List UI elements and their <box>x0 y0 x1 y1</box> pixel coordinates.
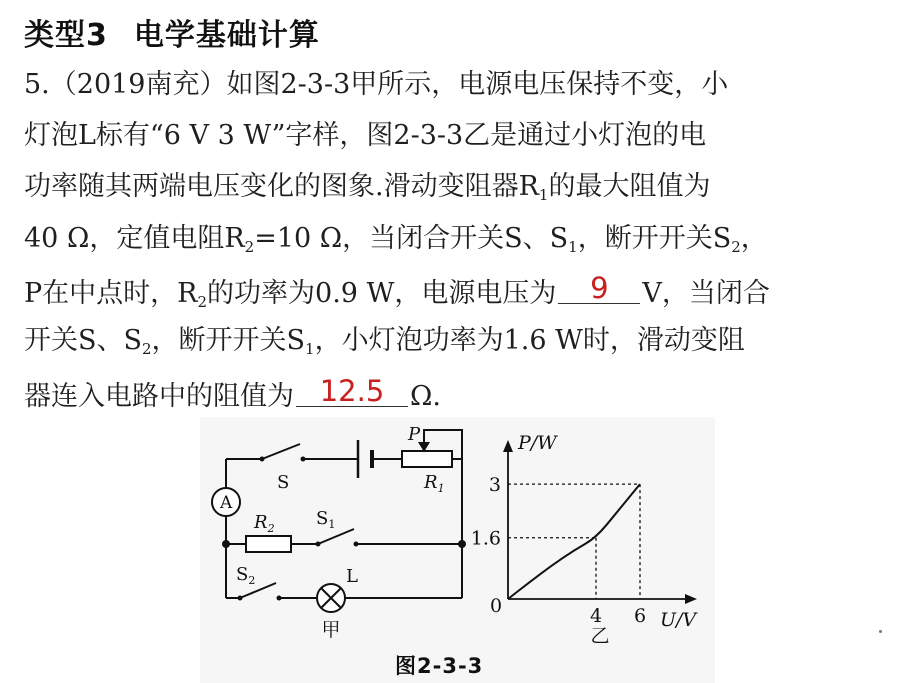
y-tick-label: 3 <box>488 474 501 497</box>
subscript: 1 <box>305 340 315 358</box>
subscript: 2 <box>731 238 741 256</box>
label-switch-s1: $S_1$ <box>316 508 336 531</box>
answer-voltage: 9 <box>590 271 609 305</box>
label-resistor-r2: $R_2$ <box>254 512 275 535</box>
section-type-label: 类型3 <box>24 18 108 53</box>
rheostat-r1-body <box>402 451 452 467</box>
junction-dot <box>458 540 466 548</box>
figure-caption: 图2-3-3 <box>395 654 484 678</box>
label-ammeter: A <box>220 493 233 513</box>
x-tick-label: 4 <box>589 605 603 627</box>
switch-s2-blade <box>240 583 276 598</box>
problem-text: 40 Ω，定值电阻R <box>24 223 245 254</box>
x-tick-label: 6 <box>633 605 647 627</box>
label-graph-yi: 乙 <box>590 625 610 647</box>
section-topic: 电学基础计算 <box>133 18 320 53</box>
problem-text: P在中点时，R <box>24 278 198 309</box>
label-slider-p: P <box>408 424 421 445</box>
answer-resistance: 12.5 <box>319 374 385 408</box>
origin-label: 0 <box>490 595 503 617</box>
label-switch-s: S <box>277 472 290 493</box>
x-axis-arrow-icon <box>685 594 697 604</box>
problem-text: 的最大阻值为 <box>548 171 711 202</box>
subscript: 2 <box>244 238 255 256</box>
problem-text: ，断开开关S <box>151 325 306 356</box>
problem-text: ， <box>740 223 768 254</box>
x-axis-label: U/V <box>660 609 697 631</box>
y-axis-arrow-icon <box>503 440 513 452</box>
problem-text: ，小灯泡功率为1.6 W时，滑动变阻 <box>314 325 745 356</box>
problem-text: 功率随其两端电压变化的图象.滑动变阻器R <box>24 171 539 202</box>
y-axis-label: P/W <box>518 432 557 454</box>
problem-text: 开关S、S <box>24 325 142 356</box>
subscript: 1 <box>538 186 549 204</box>
subscript: 2 <box>197 293 208 311</box>
subscript: 1 <box>568 238 578 256</box>
subscript: 2 <box>142 340 152 358</box>
switch-s1-blade <box>318 529 354 544</box>
problem-text: 5.（2019南充）如图2-3-3甲所示，电源电压保持不变，小 <box>24 69 729 100</box>
switch-s-blade <box>262 444 300 459</box>
problem-text: V，当闭合 <box>642 278 770 309</box>
problem-text: ，断开开关S <box>577 223 732 254</box>
problem-text: Ω. <box>410 381 441 412</box>
label-switch-s2: $S_2$ <box>236 564 256 587</box>
power-voltage-graph <box>471 432 699 647</box>
series-line <box>508 484 640 599</box>
problem-text: =10 Ω，当闭合开关S、S <box>254 223 569 254</box>
problem-text: 器连入电路中的阻值为 <box>24 381 294 412</box>
resistor-r2-body <box>246 536 291 552</box>
junction-dot <box>222 540 230 548</box>
label-rheostat-r1: $R_1$ <box>424 472 445 495</box>
problem-text: 的功率为0.9 W，电源电压为 <box>207 278 557 309</box>
problem-text: 灯泡L标有“6 V 3 W”字样，图2-3-3乙是通过小灯泡的电 <box>24 120 707 151</box>
label-circuit-jia: 甲 <box>321 619 341 641</box>
decorative-dot <box>879 630 882 633</box>
label-lamp-l: L <box>346 566 358 587</box>
y-tick-label: 1.6 <box>470 527 501 550</box>
